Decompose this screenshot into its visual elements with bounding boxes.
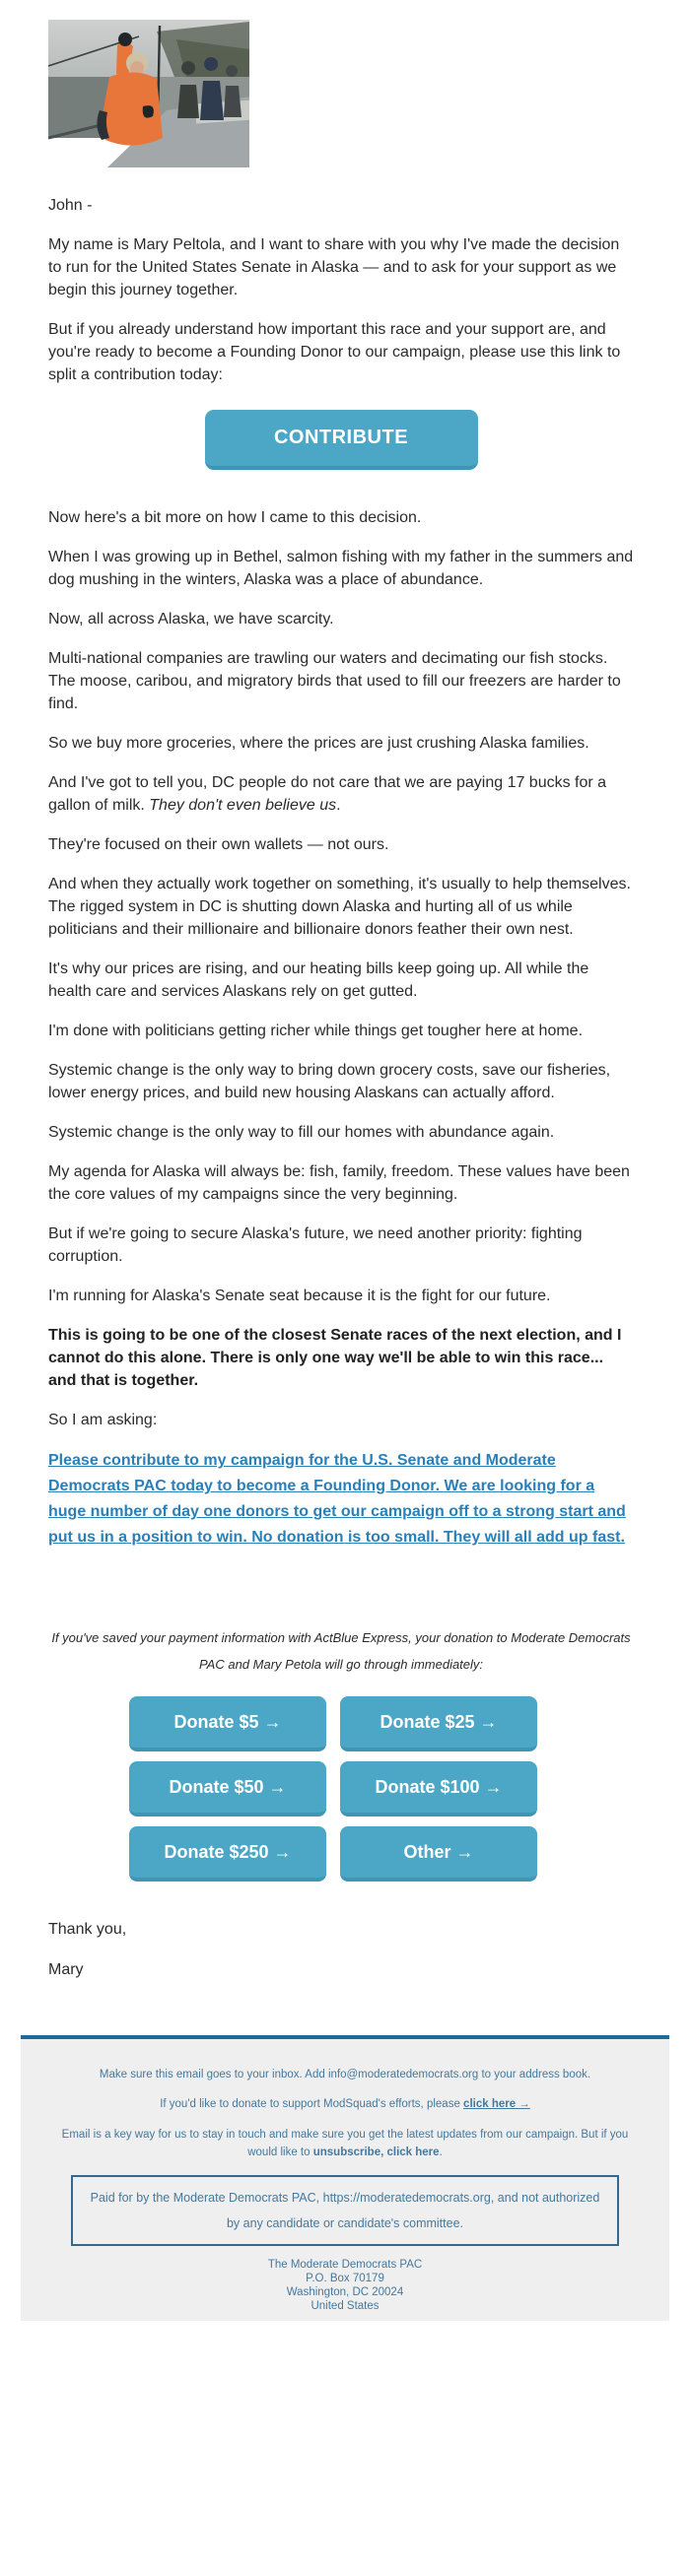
paragraph: My agenda for Alaska will always be: fish, family, freedom. These values have been the core values of my campaigns since the very beginning. [48, 1163, 630, 1203]
closing-signature [48, 1918, 634, 1981]
address-line: United States [310, 2300, 380, 2312]
paragraph: And when they actually work together on something, it's usually to help themselves. The rigged system in DC is shutting down Alaska and hurting all of us while politicians and their millionaire and billionaire donors feather their own nest. [48, 876, 631, 938]
paragraph: But if we're going to secure Alaska's future, we need another priority: fighting corruption. [48, 1225, 583, 1265]
email-footer [21, 2035, 669, 2321]
footer-unsubscribe-line: Email is a key way for us to stay in touch and make sure you get the latest updates from our campaign. But if you would like to unsubscribe, click here. [61, 2129, 629, 2158]
closing-line: Thank you, [48, 1921, 127, 1938]
cta-split-contribution-link[interactable]: Please contribute to my campaign for the U.S. Senate and Moderate Democrats PAC today to become a Founding Donor. We are looking for a huge number of day one donors to get our campaign off to a strong start and put us in a position to win. No donation is too small. They will all add up fast. [48, 1452, 626, 1546]
paragraph: Now here's a bit more on how I came to this decision. [48, 509, 422, 526]
header-photo [48, 20, 249, 167]
paragraph: So I am asking: [48, 1412, 158, 1428]
paragraph: Systemic change is the only way to fill our homes with abundance again. [48, 1124, 555, 1141]
footer-donate-link[interactable]: click here → [463, 2098, 530, 2110]
paid-for-disclaimer-box: Paid for by the Moderate Democrats PAC, https://moderatedemocrats.org, and not authorized by any candidate or candidate's committee. [71, 2175, 619, 2246]
donate-button[interactable]: Donate $25 → [340, 1696, 537, 1751]
paragraph: My name is Mary Peltola, and I want to share with you why I've made the decision to run for the United States Senate in Alaska — and to ask for your support as we begin this journey together. [48, 236, 620, 298]
donate-button[interactable]: Other → [340, 1826, 537, 1882]
paragraph: Now, all across Alaska, we have scarcity. [48, 611, 334, 627]
bystander-silhouettes [177, 57, 242, 120]
address-line: The Moderate Democrats PAC [267, 2259, 423, 2271]
unsubscribe-link[interactable]: unsubscribe, click here [312, 2147, 440, 2158]
donate-button[interactable]: Donate $100 → [340, 1761, 537, 1816]
footer-donate-line: If you'd like to donate to support ModSquad's efforts, please click here → [160, 2098, 530, 2110]
intro-paragraphs [48, 233, 634, 386]
paragraph: When I was growing up in Bethel, salmon fishing with my father in the summers and dog mushing in the winters, Alaska was a place of abundance. [48, 549, 634, 588]
actblue-express-note: If you've saved your payment information with ActBlue Express, your donation to Moderate Democrats PAC and Mary Petola will go through immediately: [51, 1630, 631, 1672]
cta-link-paragraph [48, 1448, 634, 1551]
inbox-instruction: Make sure this email goes to your inbox. Add info@moderatedemocrats.org to your address book. [99, 2069, 591, 2081]
paragraph: Multi-national companies are trawling our waters and decimating our fish stocks. The moose, caribou, and migratory birds that used to fill our freezers are harder to find. [48, 650, 621, 712]
closing-line: Mary [48, 1961, 84, 1978]
donate-button[interactable]: Donate $5 → [129, 1696, 326, 1751]
fishing-photo-illustration [48, 20, 249, 167]
postal-address [50, 2258, 640, 2313]
paragraph: But if you already understand how important this race and your support are, and you're ready to become a Founding Donor to our campaign, please use this link to split a contribution today: [48, 321, 621, 383]
donate-button[interactable]: Donate $50 → [129, 1761, 326, 1816]
donate-button-grid [129, 1696, 634, 1882]
paragraph: It's why our prices are rising, and our heating bills keep going up. All while the health care and services Alaskans rely on get gutted. [48, 960, 589, 1000]
address-line: P.O. Box 70179 [306, 2273, 384, 2284]
body-paragraphs [48, 506, 634, 1431]
email-body [0, 20, 690, 2321]
paragraph: Systemic change is the only way to bring down grocery costs, save our fisheries, lower energy prices, and build new housing Alaskans can actually afford. [48, 1062, 611, 1101]
paragraph: So we buy more groceries, where the prices are just crushing Alaska families. [48, 735, 589, 752]
contribute-button-row [48, 410, 634, 470]
address-line: Washington, DC 20024 [286, 2286, 404, 2298]
paragraph: And I've got to tell you, DC people do not care that we are paying 17 bucks for a gallon of milk. They don't even believe us. [48, 774, 607, 814]
greeting: John - [48, 197, 93, 214]
contribute-button[interactable]: CONTRIBUTE [205, 410, 478, 470]
paragraph: This is going to be one of the closest Senate races of the next election, and I cannot do this alone. There is only one way we'll be able to win this race... and that is together. [48, 1327, 622, 1389]
paragraph: I'm done with politicians getting richer while things get tougher here at home. [48, 1023, 584, 1039]
paragraph: They're focused on their own wallets — not ours. [48, 836, 389, 853]
donate-button[interactable]: Donate $250 → [129, 1826, 326, 1882]
paragraph: I'm running for Alaska's Senate seat because it is the fight for our future. [48, 1288, 551, 1304]
